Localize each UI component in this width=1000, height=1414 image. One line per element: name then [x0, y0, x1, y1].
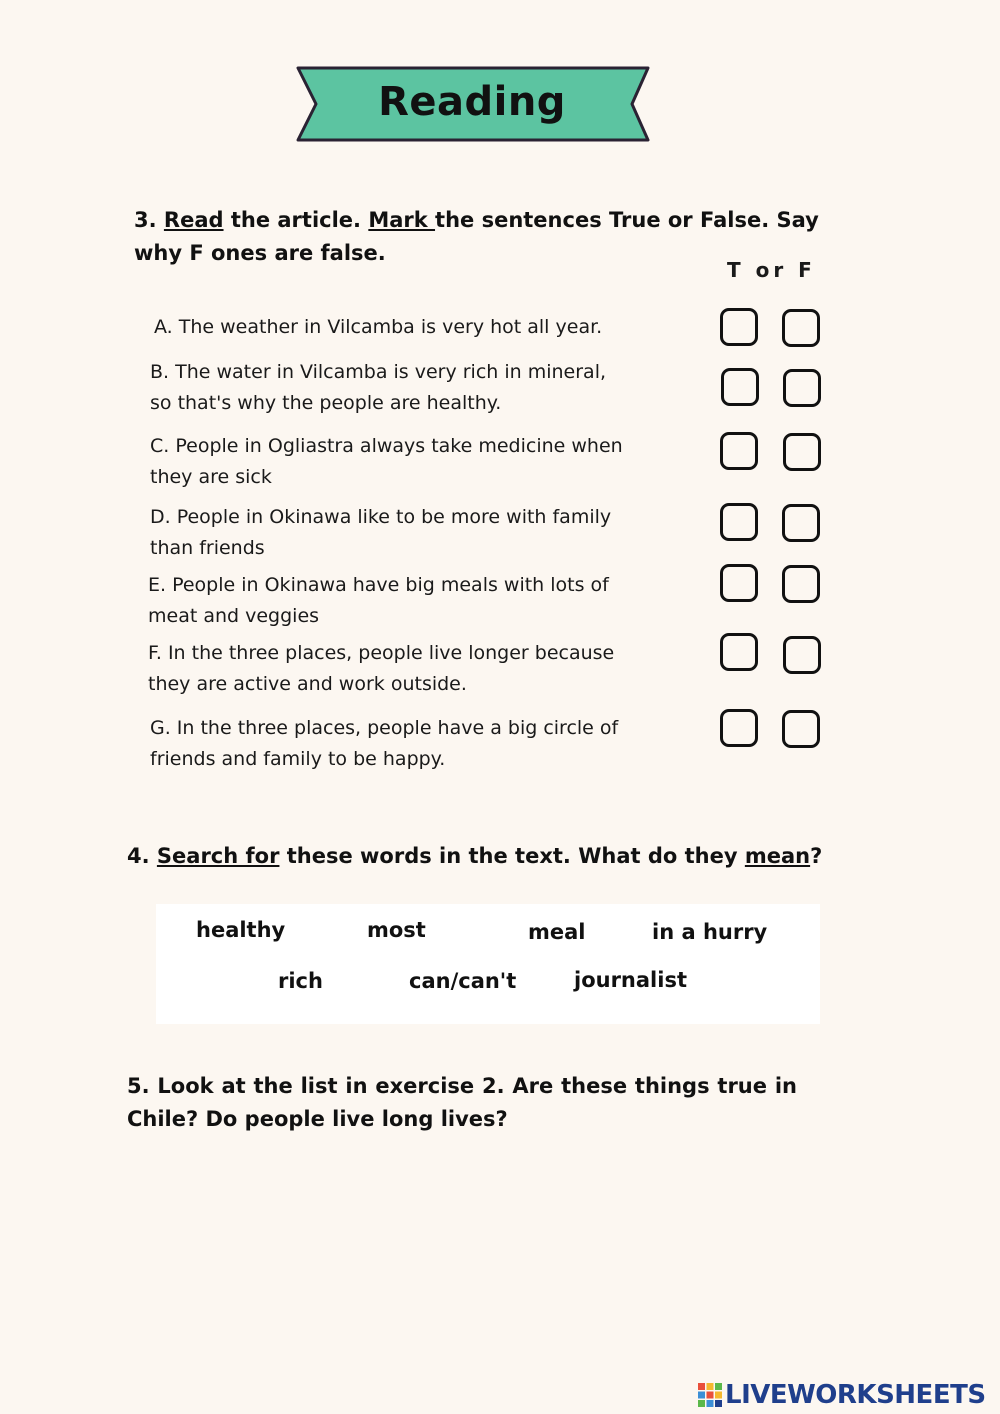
- answer-d-true-box[interactable]: [720, 503, 758, 541]
- word-can-cant: can/can't: [409, 969, 517, 993]
- answer-g-false-box[interactable]: [782, 710, 820, 748]
- liveworksheets-logo: [697, 1378, 986, 1412]
- logo-text: LIVEWORKSHEETS: [725, 1380, 986, 1410]
- title-banner: [296, 64, 652, 144]
- answer-f-false-box[interactable]: [783, 636, 821, 674]
- answer-c-false-box[interactable]: [783, 433, 821, 471]
- page-title: Reading: [378, 79, 566, 125]
- statement-f: F. In the three places, people live longer because they are active and work outside.: [148, 642, 615, 695]
- question-4-heading: 4. Search for these words in the text. What do they mean?: [127, 844, 823, 868]
- statement-a: A. The weather in Vilcamba is very hot all year.: [154, 316, 603, 338]
- true-false-header: T or F: [727, 258, 816, 282]
- answer-e-true-box[interactable]: [720, 564, 758, 602]
- answer-c-true-box[interactable]: [720, 432, 758, 470]
- answer-f-true-box[interactable]: [720, 633, 758, 671]
- liveworksheets-icon: [697, 1382, 723, 1408]
- statement-b: B. The water in Vilcamba is very rich in mineral, so that's why the people are healthy.: [150, 361, 607, 414]
- statement-e: E. People in Okinawa have big meals with lots of meat and veggies: [148, 574, 609, 627]
- word-in-a-hurry: in a hurry: [652, 920, 768, 944]
- question-5-heading: 5. Look at the list in exercise 2. Are these things true in Chile? Do people live long lives?: [127, 1074, 797, 1131]
- word-healthy: healthy: [196, 918, 286, 942]
- answer-d-false-box[interactable]: [782, 504, 820, 542]
- answer-g-true-box[interactable]: [720, 709, 758, 747]
- answer-a-false-box[interactable]: [782, 309, 820, 347]
- word-most: most: [367, 918, 426, 942]
- answer-b-false-box[interactable]: [783, 369, 821, 407]
- question-3-heading: 3. Read the article. Mark the sentences True or False. Say why F ones are false.: [134, 208, 819, 265]
- answer-b-true-box[interactable]: [721, 368, 759, 406]
- statement-d: D. People in Okinawa like to be more with family than friends: [150, 506, 612, 559]
- statement-c: C. People in Ogliastra always take medicine when they are sick: [150, 435, 623, 488]
- answer-a-true-box[interactable]: [720, 308, 758, 346]
- answer-e-false-box[interactable]: [782, 565, 820, 603]
- word-journalist: journalist: [574, 968, 687, 992]
- word-bank: [156, 904, 820, 1024]
- word-rich: rich: [278, 969, 323, 993]
- word-meal: meal: [528, 920, 586, 944]
- statement-g: G. In the three places, people have a big circle of friends and family to be happy.: [150, 717, 619, 770]
